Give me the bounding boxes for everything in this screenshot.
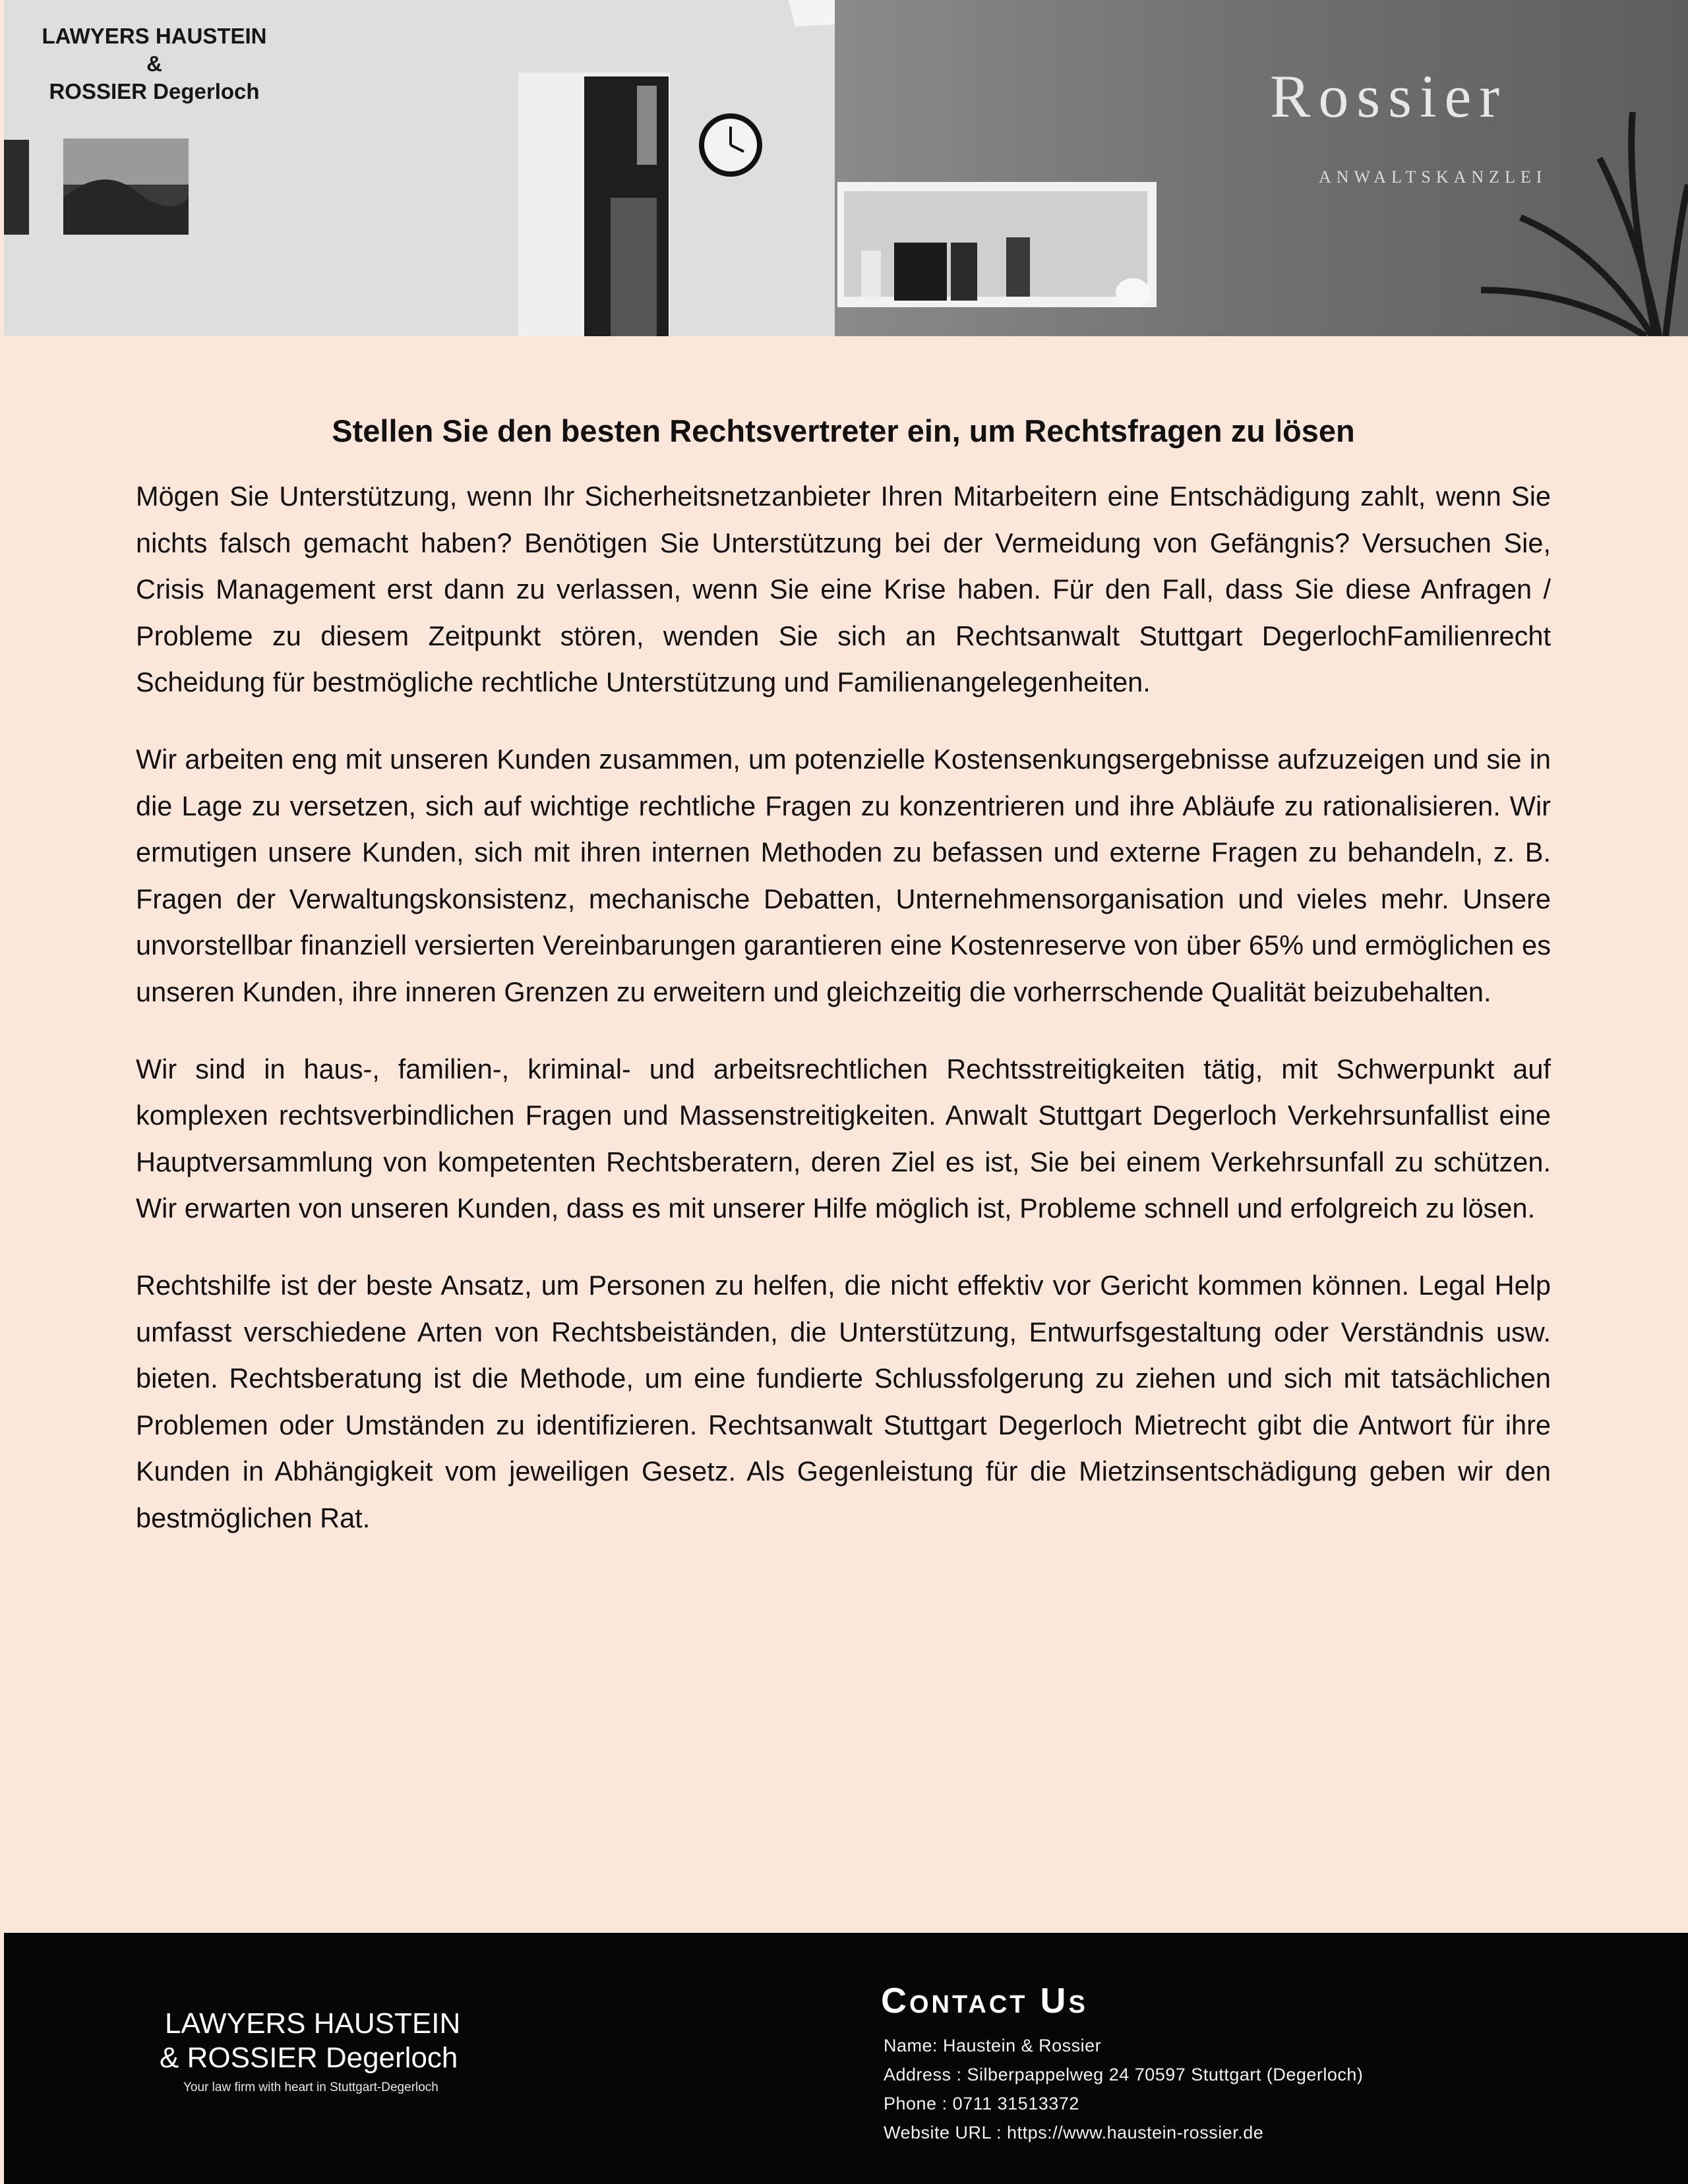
- header-banner: [4, 0, 1688, 336]
- footer-firm-name-line-1: LAWYERS HAUSTEIN: [165, 2007, 461, 2040]
- contact-title: Contact Us: [881, 1981, 1088, 2021]
- article-title: Stellen Sie den besten Rechtsvertreter ein, um Rechtsfragen zu lösen: [332, 413, 1355, 448]
- contact-website[interactable]: Website URL : https://www.haustein-rossier.de: [884, 2123, 1264, 2142]
- header-firm-name-line-1: LAWYERS HAUSTEIN: [42, 24, 267, 48]
- contact-name: Name: Haustein & Rossier: [884, 2036, 1102, 2055]
- brand-subtitle: ANWALTSKANZLEI: [1319, 167, 1548, 187]
- brand-wordmark: Rossier: [1270, 63, 1507, 130]
- footer: [4, 1933, 1688, 2184]
- footer-firm-name: [160, 2007, 529, 2075]
- footer-tagline: Your law firm with heart in Stuttgart-Degerloch: [183, 2081, 438, 2094]
- contact-address: Address : Silberpappelweg 24 70597 Stuttgart (Degerloch): [884, 2065, 1364, 2084]
- footer-firm-name-line-2: & ROSSIER Degerloch: [160, 2042, 458, 2074]
- article-paragraph-4: Rechtshilfe ist der beste Ansatz, um Personen zu helfen, die nicht effektiv vor Gericht kommen können. Legal Help umfasst verschiedene Arten von Rechtsbeiständen, die Unterstützung, Entwurfsgestaltung oder Verständnis usw. bieten. Rechtsberatung ist die Methode, um eine fundierte Schlussfolgerung zu ziehen und sich mit tatsächlichen Problemen oder Umständen zu identifizieren. Rechtsanwalt Stuttgart Degerloch Mietrecht gibt die Antwort für ihre Kunden in Abhängigkeit vom jeweiligen Gesetz. Als Gegenleistung für die Mietzinsentschädigung geben wir den bestmöglichen Rat.: [136, 1269, 1551, 1533]
- article: [136, 406, 1551, 1541]
- article-paragraph-3: Wir sind in haus-, familien-, kriminal- und arbeitsrechtlichen Rechtsstreitigkeiten tätig, mit Schwerpunkt auf komplexen rechtsverbindlichen Fragen und Massenstreitigkeiten. Anwalt Stuttgart Degerloch Verkehrsunfallist eine Hauptversammlung von kompetenten Rechtsberatern, deren Ziel es ist, Sie bei einem Verkehrsunfall zu schützen. Wir erwarten von unseren Kunden, dass es mit unserer Hilfe möglich ist, Probleme schnell und erfolgreich zu lösen.: [136, 1053, 1551, 1224]
- article-paragraph-2: Wir arbeiten eng mit unseren Kunden zusammen, um potenzielle Kostensenkungsergebnisse aufzuzeigen und sie in die Lage zu versetzen, sich auf wichtige rechtliche Fragen zu konzentrieren und ihre Abläufe zu rationalisieren. Wir ermutigen unsere Kunden, sich mit ihren internen Methoden zu befassen und externe Fragen zu behandeln, z. B. Fragen der Verwaltungskonsistenz, mechanische Debatten, Unternehmensorganisation und vieles mehr. Unsere unvorstellbar finanziell versierten Vereinbarungen garantieren eine Kostenreserve von über 65% und ermöglichen es unseren Kunden, ihre inneren Grenzen zu erweitern und gleichzeitig die vorherrschende Qualität beizubehalten.: [136, 743, 1551, 1007]
- header-firm-name-line-2: &: [146, 51, 162, 76]
- contact-phone: Phone : 0711 31513372: [884, 2094, 1079, 2113]
- header-firm-name: [22, 22, 286, 105]
- header-firm-name-line-3: ROSSIER Degerloch: [49, 79, 260, 103]
- article-paragraph-1: Mögen Sie Unterstützung, wenn Ihr Sicherheitsnetzanbieter Ihren Mitarbeitern eine Entschädigung zahlt, wenn Sie nichts falsch gemacht haben? Benötigen Sie Unterstützung bei der Vermeidung von Gefängnis? Versuchen Sie, Crisis Management erst dann zu verlassen, wenn Sie eine Krise haben. Für den Fall, dass Sie diese Anfragen / Probleme zu diesem Zeitpunkt stören, wenden Sie sich an Rechtsanwalt Stuttgart DegerlochFamilienrecht Scheidung für bestmögliche rechtliche Unterstützung und Familienangelegenheiten.: [136, 481, 1551, 698]
